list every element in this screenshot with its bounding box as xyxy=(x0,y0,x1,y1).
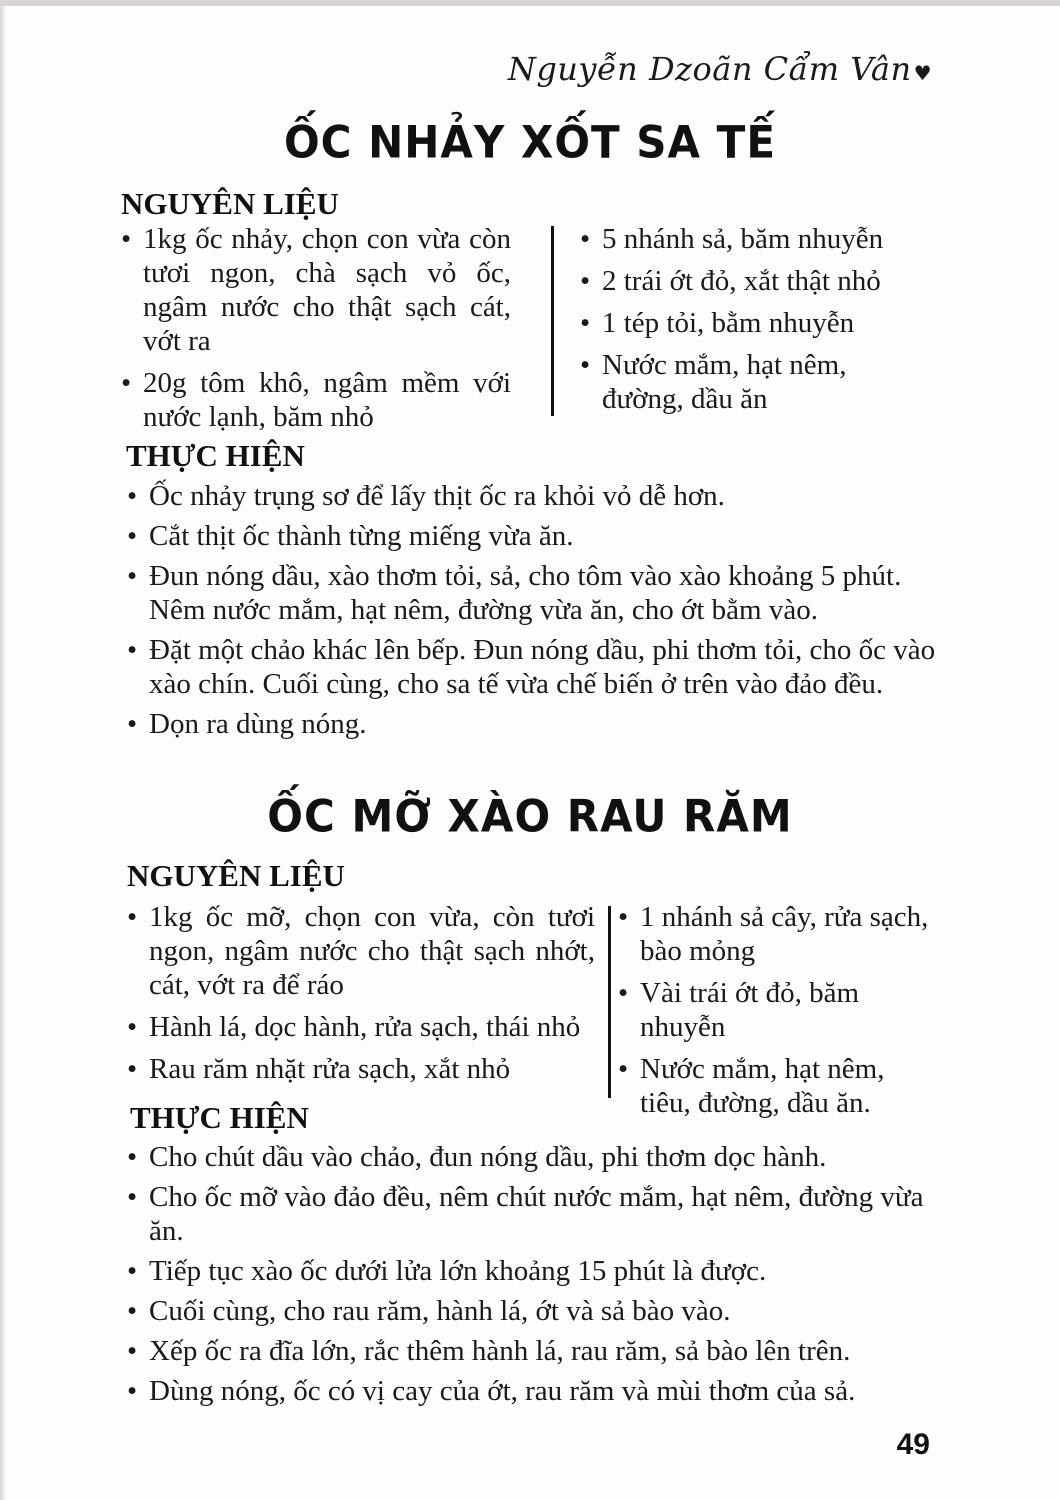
step-item: • Dọn ra dùng nóng. xyxy=(127,707,937,741)
recipe-2-title: ỐC MỠ XÀO RAU RĂM xyxy=(267,790,793,843)
heart-icon: ♥ xyxy=(913,61,932,85)
recipe-2-ingredients-heading: NGUYÊN LIỆU xyxy=(127,858,345,893)
ingredient-item: • Nước mắm, hạt nêm, tiêu, đường, dầu ăn. xyxy=(618,1052,938,1120)
step-item: • Cho ốc mỡ vào đảo đều, nêm chút nước mắm, hạt nêm, đường vừa ăn. xyxy=(127,1180,937,1248)
ingredient-item: • Rau răm nhặt rửa sạch, xắt nhỏ xyxy=(127,1052,595,1086)
recipe-1-steps-heading: THỰC HIỆN xyxy=(126,438,305,473)
step-item: • Cho chút dầu vào chảo, đun nóng dầu, phi thơm dọc hành. xyxy=(127,1140,937,1174)
recipe-2-steps xyxy=(127,1140,937,1414)
ingredient-item: • Vài trái ớt đỏ, băm nhuyễn xyxy=(618,976,938,1044)
ingredient-item: • 1 nhánh sả cây, rửa sạch, bào mỏng xyxy=(618,900,938,968)
recipe-2-column-divider xyxy=(608,906,611,1098)
step-item: • Đun nóng dầu, xào thơm tỏi, sả, cho tôm vào xào khoảng 5 phút. Nêm nước mắm, hạt nêm, đường vừa ăn, cho ớt bằm vào. xyxy=(127,559,937,627)
ingredient-item: • Hành lá, dọc hành, rửa sạch, thái nhỏ xyxy=(127,1010,595,1044)
recipe-2-steps-heading: THỰC HIỆN xyxy=(130,1100,309,1135)
recipe-1-ingredients-heading: NGUYÊN LIỆU xyxy=(121,186,339,221)
ingredient-item: • 1 tép tỏi, bằm nhuyễn xyxy=(580,306,920,340)
step-item: • Tiếp tục xào ốc dưới lửa lớn khoảng 15 phút là được. xyxy=(127,1254,937,1288)
ingredient-item: • 20g tôm khô, ngâm mềm với nước lạnh, băm nhỏ xyxy=(121,366,511,434)
step-item: • Cuối cùng, cho rau răm, hành lá, ớt và sả bào vào. xyxy=(127,1294,937,1328)
page-number: 49 xyxy=(896,1428,930,1461)
recipe-2-ingredients-right xyxy=(618,900,938,1128)
ingredient-item: • 2 trái ớt đỏ, xắt thật nhỏ xyxy=(580,264,920,298)
recipe-1-ingredients-right xyxy=(580,222,920,424)
step-item: • Ốc nhảy trụng sơ để lấy thịt ốc ra khỏi vỏ dễ hơn. xyxy=(127,479,937,513)
step-item: • Cắt thịt ốc thành từng miếng vừa ăn. xyxy=(127,519,937,553)
recipe-2-ingredients-left xyxy=(127,900,595,1094)
ingredient-item: • 1kg ốc nhảy, chọn con vừa còn tươi ngon, chà sạch vỏ ốc, ngâm nước cho thật sạch cát, vớt ra xyxy=(121,222,511,358)
ingredient-item: • Nước mắm, hạt nêm, đường, dầu ăn xyxy=(580,348,920,416)
recipe-1-steps xyxy=(127,479,937,747)
ingredient-item: • 5 nhánh sả, băm nhuyễn xyxy=(580,222,920,256)
step-item: • Dùng nóng, ốc có vị cay của ớt, rau răm và mùi thơm của sả. xyxy=(127,1374,937,1408)
ingredient-item: • 1kg ốc mỡ, chọn con vừa, còn tươi ngon, ngâm nước cho thật sạch nhớt, cát, vớt ra để ráo xyxy=(127,900,595,1002)
author-name: Nguyễn Dzoãn Cẩm Vân xyxy=(507,50,912,88)
step-item: • Xếp ốc ra đĩa lớn, rắc thêm hành lá, rau răm, sả bào lên trên. xyxy=(127,1334,937,1368)
author-header xyxy=(508,50,932,88)
page-left-shadow xyxy=(0,0,6,1500)
recipe-1-column-divider xyxy=(551,226,554,416)
step-item: • Đặt một chảo khác lên bếp. Đun nóng dầu, phi thơm tỏi, cho ốc vào xào chín. Cuối cùng, cho sa tế vừa chế biến ở trên vào đảo đều. xyxy=(127,633,937,701)
recipe-1-title: ỐC NHẢY XỐT SA TẾ xyxy=(283,116,777,169)
recipe-1-ingredients-left xyxy=(121,222,511,442)
page-top-edge xyxy=(0,0,1060,6)
